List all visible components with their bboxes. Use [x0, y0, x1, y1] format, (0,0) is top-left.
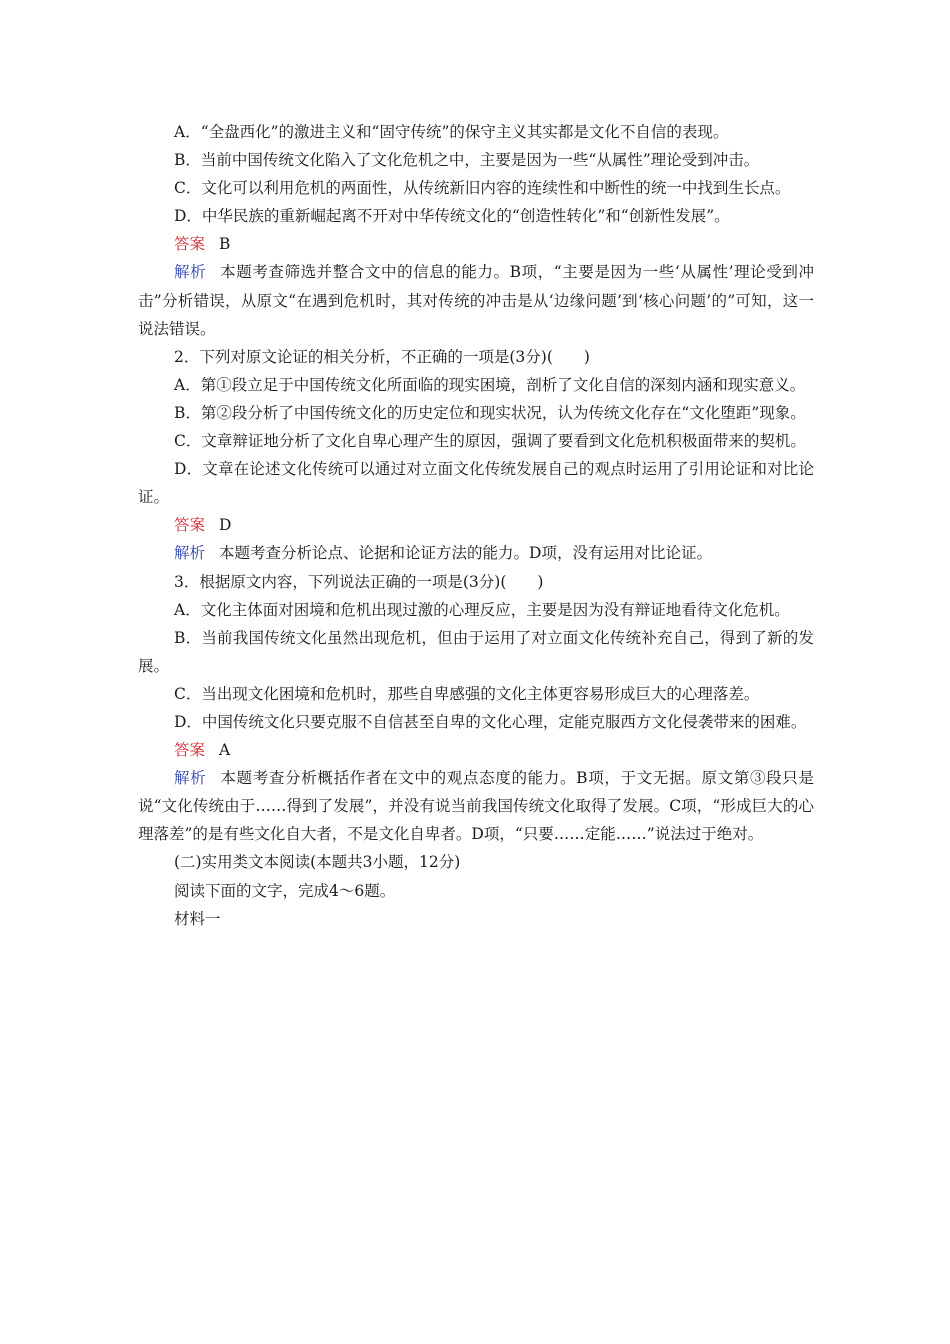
q1-answer: [138, 230, 814, 258]
q3-option-b: B．当前我国传统文化虽然出现危机，但由于运用了对立面文化传统补充自己，得到了新的发展。: [138, 628, 814, 675]
section-heading: (二)实用类文本阅读(本题共3小题，12分): [174, 853, 461, 872]
q2-option-a: A．第①段立足于中国传统文化所面临的现实困境，剖析了文化自信的深刻内涵和现实意义。: [174, 375, 806, 394]
q1-explanation: [138, 258, 814, 342]
q3-option-d: D．中国传统文化只要克服不自信甚至自卑的文化心理，定能克服西方文化侵袭带来的困难。: [174, 712, 807, 731]
answer-value: D: [219, 516, 232, 535]
answer-label: 答案: [174, 235, 206, 254]
q3-answer: [138, 736, 814, 764]
q3-stem: 3．根据原文内容，下列说法正确的一项是(3分)( ): [174, 572, 544, 591]
answer-label: 答案: [174, 516, 206, 535]
document-body: [138, 118, 814, 933]
section-instruction: 阅读下面的文字，完成4～6题。: [174, 881, 396, 900]
explanation-text: 本题考查筛选并整合文中的信息的能力。B项，“主要是因为一些‘从属性’理论受到冲击”分析错误，从原文“在遇到危机时，其对传统的冲击是从‘边缘问题’到‘核心问题’的”可知，这一说法错误。: [138, 263, 814, 338]
answer-value: A: [219, 741, 231, 760]
q2-explanation: [138, 539, 814, 567]
answer-value: B: [219, 235, 231, 254]
explanation-label: 解析: [174, 769, 207, 788]
q3-option-c: C．当出现文化困境和危机时，那些自卑感强的文化主体更容易形成巨大的心理落差。: [174, 684, 760, 703]
q3-explanation: [138, 764, 814, 848]
explanation-label: 解析: [174, 544, 206, 563]
explanation-label: 解析: [174, 263, 207, 282]
q1-option-d: D．中华民族的重新崛起离不开对中华传统文化的“创造性转化”和“创新性发展”。: [174, 207, 730, 226]
q3-option-a: A．文化主体面对困境和危机出现过激的心理反应，主要是因为没有辩证地看待文化危机。: [174, 600, 790, 619]
q2-answer: [138, 511, 814, 539]
q1-option-b: B．当前中国传统文化陷入了文化危机之中，主要是因为一些“从属性”理论受到冲击。: [174, 151, 760, 170]
q1-option-a: A．“全盘西化”的激进主义和“固守传统”的保守主义其实都是文化不自信的表现。: [174, 123, 729, 141]
q2-option-c: C．文章辩证地分析了文化自卑心理产生的原因，强调了要看到文化危机积极面带来的契机。: [174, 432, 806, 451]
q2-option-b: B．第②段分析了中国传统文化的历史定位和现实状况，认为传统文化存在“文化堕距”现象。: [174, 403, 806, 422]
material-title: 材料一: [174, 909, 221, 928]
explanation-text: 本题考查分析论点、论据和论证方法的能力。D项，没有运用对比论证。: [219, 544, 712, 563]
answer-label: 答案: [174, 741, 206, 760]
q2-stem: 2．下列对原文论证的相关分析，不正确的一项是(3分)( ): [174, 347, 590, 366]
explanation-text: 本题考查分析概括作者在文中的观点态度的能力。B项，于文无据。原文第③段只是说“文化传统由于……得到了发展”，并没有说当前我国传统文化取得了发展。C项，“形成巨大的心理落差”的是有些文化自大者，不是文化自卑者。D项，“只要……定能……”说法过于绝对。: [138, 769, 814, 844]
q1-option-c: C．文化可以利用危机的两面性，从传统新旧内容的连续性和中断性的统一中找到生长点。: [174, 179, 791, 198]
q2-option-d: D．文章在论述文化传统可以通过对立面文化传统发展自己的观点时运用了引用论证和对比论证。: [138, 460, 814, 507]
